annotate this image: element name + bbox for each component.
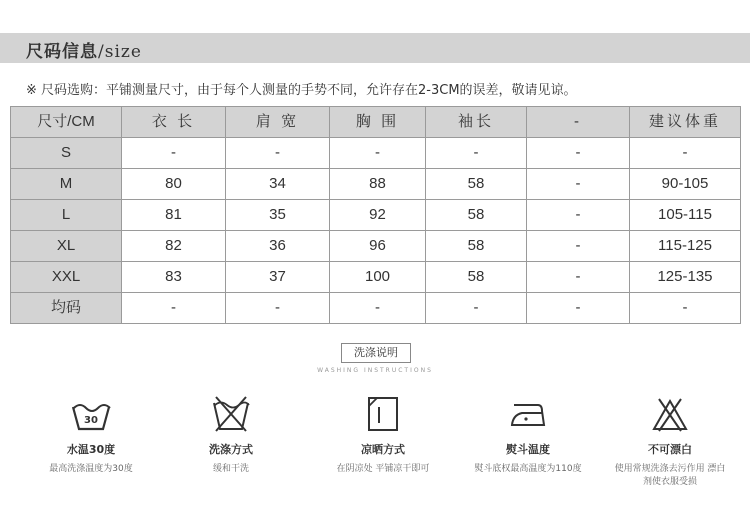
table-row (11, 200, 741, 231)
row-label: L (11, 200, 122, 231)
title-separator: / (98, 42, 105, 62)
shade-dry-icon (363, 395, 403, 433)
header-cell-weight: 建议体重 (630, 107, 741, 138)
table-cell: 36 (226, 231, 330, 262)
table-cell: 96 (330, 231, 426, 262)
care-desc: 在阴凉处 平铺凉干即可 (336, 464, 430, 474)
table-cell: - (122, 293, 226, 324)
row-label: S (11, 138, 122, 169)
iron-icon (508, 395, 548, 433)
table-row (11, 169, 741, 200)
table-cell: - (527, 169, 630, 200)
care-label: 熨斗温度 (506, 443, 550, 456)
row-label: XL (11, 231, 122, 262)
care-desc: 熨斗底权最高温度为110度 (474, 464, 582, 474)
table-cell: 115-125 (630, 231, 741, 262)
row-label: M (11, 169, 122, 200)
care-label: 洗涤方式 (209, 443, 253, 456)
care-desc: 最高洗涤温度为30度 (49, 464, 133, 474)
table-cell: 105-115 (630, 200, 741, 231)
no-bleach-icon (650, 395, 690, 433)
header-cell-blank: - (527, 107, 630, 138)
table-cell: 37 (226, 262, 330, 293)
table-cell: - (527, 293, 630, 324)
table-cell: 83 (122, 262, 226, 293)
table-cell: 58 (426, 231, 527, 262)
table-row (11, 262, 741, 293)
table-cell: 82 (122, 231, 226, 262)
table-cell: - (330, 293, 426, 324)
table-cell: 58 (426, 169, 527, 200)
header-cell-shoulder: 肩 宽 (226, 107, 330, 138)
header-cell-sleeve: 袖长 (426, 107, 527, 138)
table-row (11, 138, 741, 169)
table-cell: 90-105 (630, 169, 741, 200)
care-label: 水温30度 (66, 443, 116, 456)
row-label: XXL (11, 262, 122, 293)
table-cell: - (122, 138, 226, 169)
title-en: size (104, 42, 142, 62)
table-cell: 88 (330, 169, 426, 200)
washing-subtitle: WASHING INSTRUCTIONS (317, 367, 433, 374)
table-cell: 125-135 (630, 262, 741, 293)
table-cell: - (630, 138, 741, 169)
table-cell: - (226, 293, 330, 324)
table-cell: - (426, 138, 527, 169)
table-cell: 58 (426, 200, 527, 231)
table-cell: 35 (226, 200, 330, 231)
table-cell: 80 (122, 169, 226, 200)
table-cell: - (226, 138, 330, 169)
title-cn: 尺码信息 (26, 42, 98, 62)
table-cell: - (527, 200, 630, 231)
table-cell: - (630, 293, 741, 324)
care-label: 不可漂白 (648, 443, 692, 456)
table-cell: 58 (426, 262, 527, 293)
size-table (10, 106, 741, 324)
care-item-bleach (595, 395, 745, 489)
table-header-row (11, 107, 741, 138)
no-wash-icon (211, 395, 251, 433)
table-cell: - (527, 138, 630, 169)
care-desc: 缓和干洗 (212, 464, 249, 474)
table-cell: 81 (122, 200, 226, 231)
table-cell: 100 (330, 262, 426, 293)
table-cell: - (527, 262, 630, 293)
header-cell-chest: 胸 围 (330, 107, 426, 138)
size-note: ※ 尺码选购：平铺测量尺寸，由于每个人测量的手势不同，允许存在2-3CM的误差，敬请见谅。 (26, 83, 577, 98)
header-cell-length: 衣 长 (122, 107, 226, 138)
washing-title: 洗涤说明 (341, 343, 411, 363)
care-label: 凉晒方式 (361, 443, 405, 456)
care-item-wash-temp (16, 395, 166, 476)
table-cell: - (426, 293, 527, 324)
page-title (26, 37, 142, 62)
table-cell: - (527, 231, 630, 262)
care-item-wash-method (156, 395, 306, 476)
table-cell: 92 (330, 200, 426, 231)
table-row (11, 293, 741, 324)
table-cell: 34 (226, 169, 330, 200)
care-item-drying (308, 395, 458, 476)
header-cell-size: 尺寸/CM (11, 107, 122, 138)
care-desc: 使用常规洗涤去污作用 漂白剂使衣服受损 (614, 464, 726, 487)
wash-tub-30-icon (71, 395, 111, 433)
table-row (11, 231, 741, 262)
size-title-bar (0, 33, 750, 63)
table-cell: - (330, 138, 426, 169)
wash-temp-badge: 30 (84, 415, 98, 426)
row-label: 均码 (11, 293, 122, 324)
care-item-ironing (453, 395, 603, 476)
